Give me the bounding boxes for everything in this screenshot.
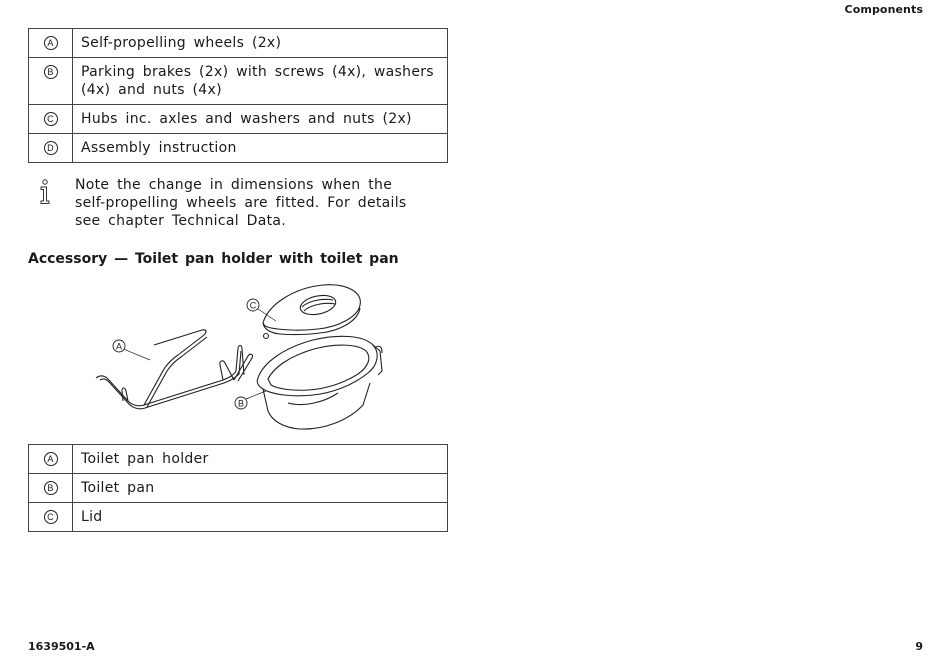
callout-letter: C — [44, 112, 58, 126]
callout-letter: D — [44, 141, 58, 155]
table-row — [29, 105, 448, 134]
item-description: Parking brakes (2x) with screws (4x), washers (4x) and nuts (4x) — [73, 58, 448, 105]
table-row — [29, 29, 448, 58]
callout-letter: A — [44, 36, 58, 50]
item-description: Self-propelling wheels (2x) — [73, 29, 448, 58]
delivery-contents-table — [28, 28, 448, 163]
callout-c: C — [249, 300, 257, 311]
accessory-heading: Accessory — Toilet pan holder with toilet pan — [28, 251, 399, 267]
item-description: Lid — [73, 503, 448, 532]
toilet-pan-illustration — [88, 283, 398, 442]
table-row — [29, 474, 448, 503]
table-row — [29, 134, 448, 163]
item-description: Assembly instruction — [73, 134, 448, 163]
info-note — [28, 176, 448, 236]
note-text: Note the change in dimensions when the self-propelling wheels are fitted. For details see chapter Technical Data. — [75, 177, 407, 229]
document-number: 1639501-A — [28, 640, 95, 653]
section-header: Components — [844, 3, 923, 16]
item-description: Toilet pan holder — [73, 445, 448, 474]
callout-a: A — [115, 341, 123, 352]
info-icon — [38, 179, 52, 209]
callout-letter: C — [44, 510, 58, 524]
callout-letter: B — [44, 481, 58, 495]
table-row — [29, 445, 448, 474]
callout-b: B — [237, 398, 245, 409]
table-row — [29, 503, 448, 532]
item-description: Toilet pan — [73, 474, 448, 503]
callout-letter: A — [44, 452, 58, 466]
callout-letter: B — [44, 65, 58, 79]
table-row — [29, 58, 448, 105]
page-number: 9 — [915, 640, 923, 653]
accessory-parts-table — [28, 444, 448, 532]
item-description: Hubs inc. axles and washers and nuts (2x) — [73, 105, 448, 134]
